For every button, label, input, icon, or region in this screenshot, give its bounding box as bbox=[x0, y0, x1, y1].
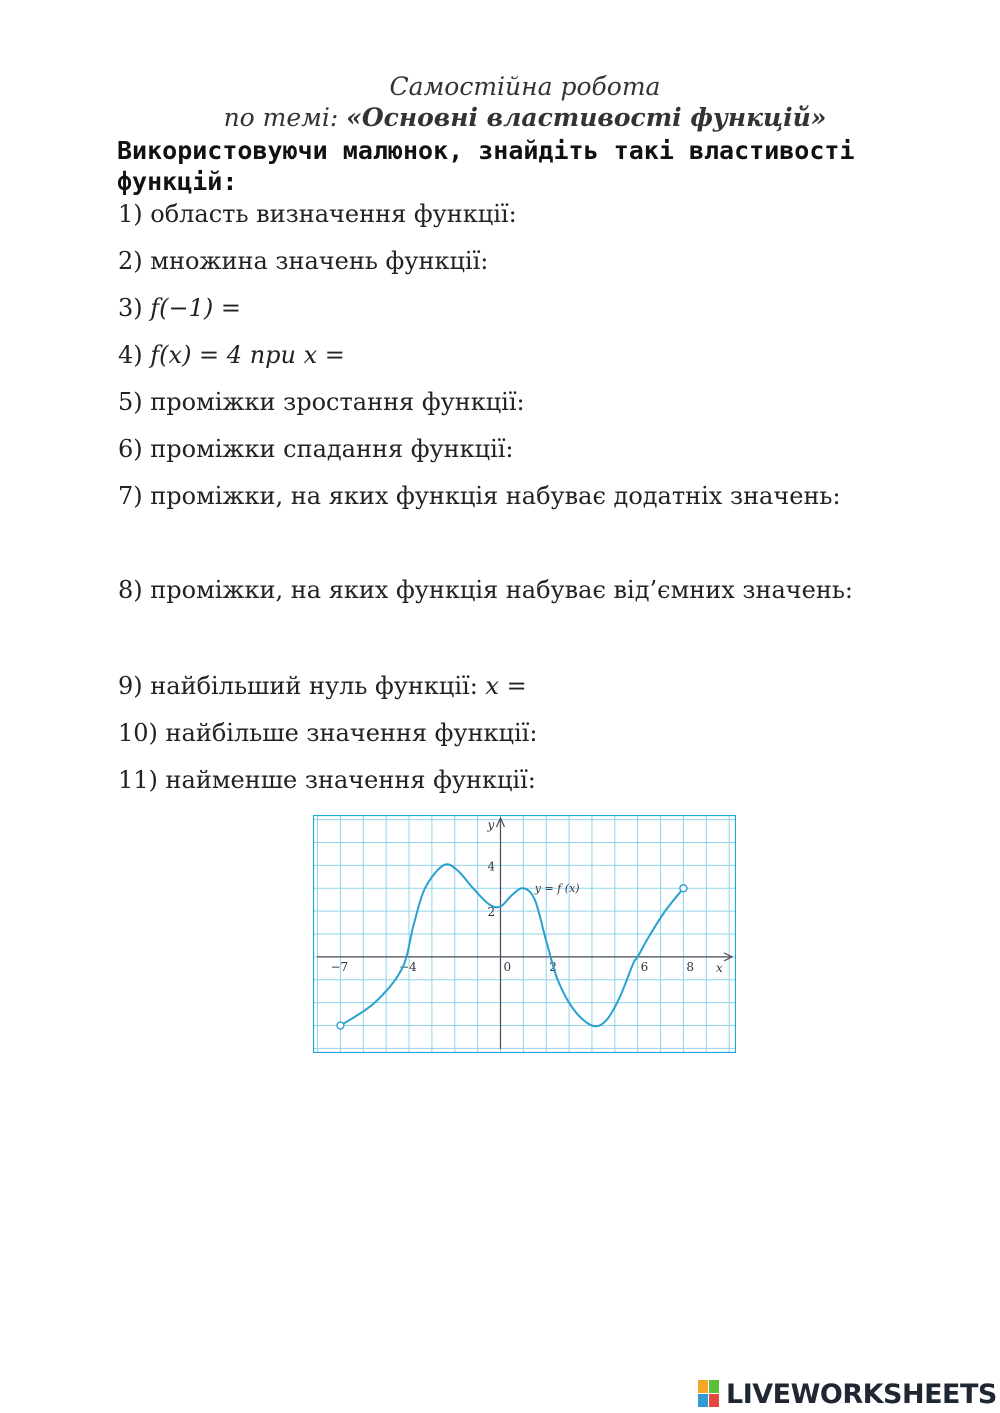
question-8 bbox=[118, 576, 853, 604]
function-graph bbox=[313, 815, 736, 1053]
y-tick-label: 4 bbox=[487, 859, 496, 874]
x-tick-label: −7 bbox=[330, 959, 349, 974]
x-tick-label: −4 bbox=[399, 959, 417, 974]
liveworksheets-logo-icon bbox=[698, 1380, 720, 1408]
function-label: y = f (x) bbox=[534, 882, 580, 896]
question-9 bbox=[118, 672, 527, 700]
y-axis-label: y bbox=[487, 818, 495, 832]
topic-name: «Основні властивості функцій» bbox=[346, 103, 827, 132]
question-number: 6) bbox=[118, 435, 143, 463]
open-endpoint bbox=[337, 1022, 344, 1029]
question-text: найменше значення функції: bbox=[165, 766, 536, 794]
y-tick-label: 2 bbox=[487, 905, 496, 920]
question-text: проміжки, на яких функція набуває від’ємних значень: bbox=[150, 576, 854, 604]
question-1 bbox=[118, 200, 517, 228]
question-2 bbox=[118, 247, 488, 275]
open-endpoint bbox=[680, 885, 687, 892]
question-number: 10) bbox=[118, 719, 158, 747]
question-4 bbox=[118, 341, 345, 369]
x-tick-label: 0 bbox=[503, 959, 512, 974]
question-number: 1) bbox=[118, 200, 143, 228]
question-11 bbox=[118, 766, 536, 794]
question-text: область визначення функції: bbox=[150, 200, 517, 228]
question-number: 4) bbox=[118, 341, 143, 369]
question-number: 9) bbox=[118, 672, 143, 700]
question-text: найбільший нуль функції: 𝑥 = bbox=[150, 672, 527, 700]
question-3 bbox=[118, 294, 241, 322]
x-axis-label: x bbox=[716, 960, 723, 975]
question-text: проміжки, на яких функція набуває додатніх значень: bbox=[150, 482, 841, 510]
worksheet-topic bbox=[0, 103, 1000, 132]
question-number: 3) bbox=[118, 294, 143, 322]
liveworksheets-wordmark: LIVEWORKSHEETS bbox=[726, 1378, 997, 1410]
question-text: проміжки спадання функції: bbox=[150, 435, 514, 463]
x-tick-label: 2 bbox=[549, 959, 557, 974]
question-number: 11) bbox=[118, 766, 158, 794]
liveworksheets-brand bbox=[698, 1376, 997, 1412]
question-text: найбільше значення функції: bbox=[165, 719, 538, 747]
question-6 bbox=[118, 435, 514, 463]
question-text: проміжки зростання функції: bbox=[150, 388, 525, 416]
x-tick-label: 8 bbox=[686, 959, 695, 974]
question-number: 2) bbox=[118, 247, 143, 275]
question-text: множина значень функції: bbox=[150, 247, 489, 275]
question-number: 7) bbox=[118, 482, 143, 510]
instruction: Використовуючи малюнок, знайдіть такі властивості функцій: bbox=[117, 136, 855, 196]
question-5 bbox=[118, 388, 525, 416]
topic-prefix: по темі: bbox=[223, 103, 347, 132]
question-number: 8) bbox=[118, 576, 143, 604]
x-tick-label: 6 bbox=[640, 959, 649, 974]
question-text: 𝑓(𝑥) = 4 при 𝑥 = bbox=[150, 341, 345, 369]
question-10 bbox=[118, 719, 537, 747]
question-text: 𝑓(−1) = bbox=[150, 294, 242, 322]
question-7 bbox=[118, 482, 841, 510]
question-number: 5) bbox=[118, 388, 143, 416]
worksheet-title: Самостійна робота bbox=[389, 72, 661, 101]
